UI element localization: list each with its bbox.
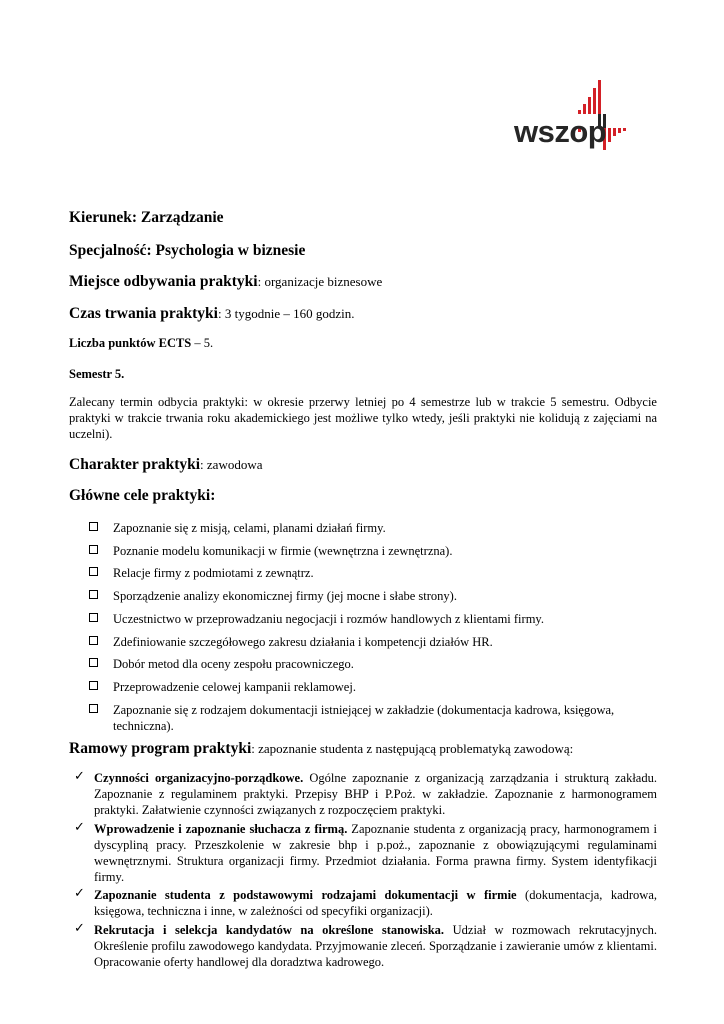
ects-line — [69, 336, 213, 351]
miejsce-heading — [69, 273, 382, 291]
goal-text: Relacje firmy z podmiotami z zewnątrz. — [113, 566, 314, 580]
square-bullet-icon — [89, 567, 98, 576]
program-item-text: Zapoznanie studenta z organizacją pracy, harmonogramem i dyscypliną pracy. Przeszkolenie w zakresie bhp i p.poż., zapoznanie z obowiązującymi regulaminami wewnętrznymi. Struktura organizacji firmy. Przedmiot działania. Forma prawna firmy. System identyfikacji firmy. — [94, 822, 657, 884]
square-bullet-icon — [89, 636, 98, 645]
goal-text: Dobór metod dla oceny zespołu pracowniczego. — [113, 657, 354, 671]
goal-text: Sporządzenie analizy ekonomicznej firmy (jej mocne i słabe strony). — [113, 589, 457, 603]
square-bullet-icon — [89, 522, 98, 531]
goal-text: Przeprowadzenie celowej kampanii reklamowej. — [113, 680, 356, 694]
ects-value: – 5. — [191, 336, 214, 350]
zalecany-termin-paragraph: Zalecany termin odbycia praktyki: w okresie przerwy letniej po 4 semestrze lub w trakcie 5 semestru. Odbycie praktyki w trakcie trwania roku akademickiego jest możliwe tylko wtedy, jeśli praktyki nie kolidują z zajęciami na uczelni). — [69, 395, 657, 441]
charakter-value: : zawodowa — [200, 457, 263, 472]
goal-text: Zdefiniowanie szczegółowego zakresu działania i kompetencji działów HR. — [113, 635, 493, 649]
checkmark-icon: ✓ — [74, 886, 85, 901]
logo-text: wszop — [514, 114, 607, 149]
program-item-title: Rekrutacja i selekcja kandydatów na określone stanowiska. — [94, 923, 445, 937]
program-item-text: (dokumentacja, kadrowa, księgowa, techniczna i inne, w zależności od specyfiki organizacji). — [94, 888, 658, 918]
wszop-logo — [500, 70, 650, 180]
semestr-label: Semestr 5. — [69, 367, 125, 381]
kierunek-heading: Kierunek: Zarządzanie — [69, 209, 224, 226]
checkmark-icon: ✓ — [74, 820, 85, 835]
square-bullet-icon — [89, 545, 98, 554]
program-item-text: Ogólne zapoznanie z organizacją zarządzania i strukturą zakładu. Zapoznanie z regulaminem praktyki. Przepisy BHP i P.Poż. w zakładzie. Zapoznanie z harmonogramem praktyki. Załatwienie czynności związanych z rozpoczęciem praktyki. — [94, 771, 657, 817]
goal-text: Poznanie modelu komunikacji w firmie (wewnętrzna i zewnętrzna). — [113, 544, 453, 558]
charakter-heading — [69, 456, 263, 474]
checkmark-icon: ✓ — [74, 769, 85, 784]
square-bullet-icon — [89, 613, 98, 622]
miejsce-label: Miejsce odbywania praktyki — [69, 273, 258, 290]
square-bullet-icon — [89, 681, 98, 690]
goal-text: Zapoznanie się z misją, celami, planami działań firmy. — [113, 521, 386, 535]
cele-heading: Główne cele praktyki: — [69, 487, 216, 504]
miejsce-value: : organizacje biznesowe — [257, 274, 383, 289]
czas-label: Czas trwania praktyki — [69, 305, 218, 322]
charakter-label: Charakter praktyki — [69, 456, 201, 473]
ramowy-heading — [69, 740, 573, 758]
ramowy-label: Ramowy program praktyki — [69, 740, 252, 757]
ects-label: Liczba punktów ECTS — [69, 336, 192, 350]
program-item-title: Czynności organizacyjno-porządkowe. — [94, 771, 304, 785]
goal-text: Zapoznanie się z rodzajem dokumentacji istniejącej w zakładzie (dokumentacja kadrowa, księgowa, techniczna). — [113, 703, 615, 733]
program-item-title: Wprowadzenie i zapoznanie słuchacza z firmą. — [94, 822, 348, 836]
czas-value: : 3 tygodnie – 160 godzin. — [217, 306, 355, 321]
czas-heading — [69, 305, 354, 323]
specjalnosc-heading: Specjalność: Psychologia w biznesie — [69, 242, 306, 259]
semestr-line — [69, 367, 124, 382]
goal-text: Uczestnictwo w przeprowadzaniu negocjacji i rozmów handlowych z klientami firmy. — [113, 612, 544, 626]
program-item-text: Udział w rozmowach rekrutacyjnych. Określenie profilu zawodowego kandydata. Przyjmowanie zleceń. Sporządzanie i zawieranie umów z klientami. Opracowanie oferty handlowej dla doradztwa kadrowego. — [94, 923, 658, 969]
program-item-title: Zapoznanie studenta z podstawowymi rodzajami dokumentacji w firmie — [94, 888, 517, 902]
square-bullet-icon — [89, 704, 98, 713]
square-bullet-icon — [89, 658, 98, 667]
square-bullet-icon — [89, 590, 98, 599]
checkmark-icon: ✓ — [74, 921, 85, 936]
ramowy-value: : zapoznanie studenta z następującą problematyką zawodową: — [251, 741, 574, 756]
